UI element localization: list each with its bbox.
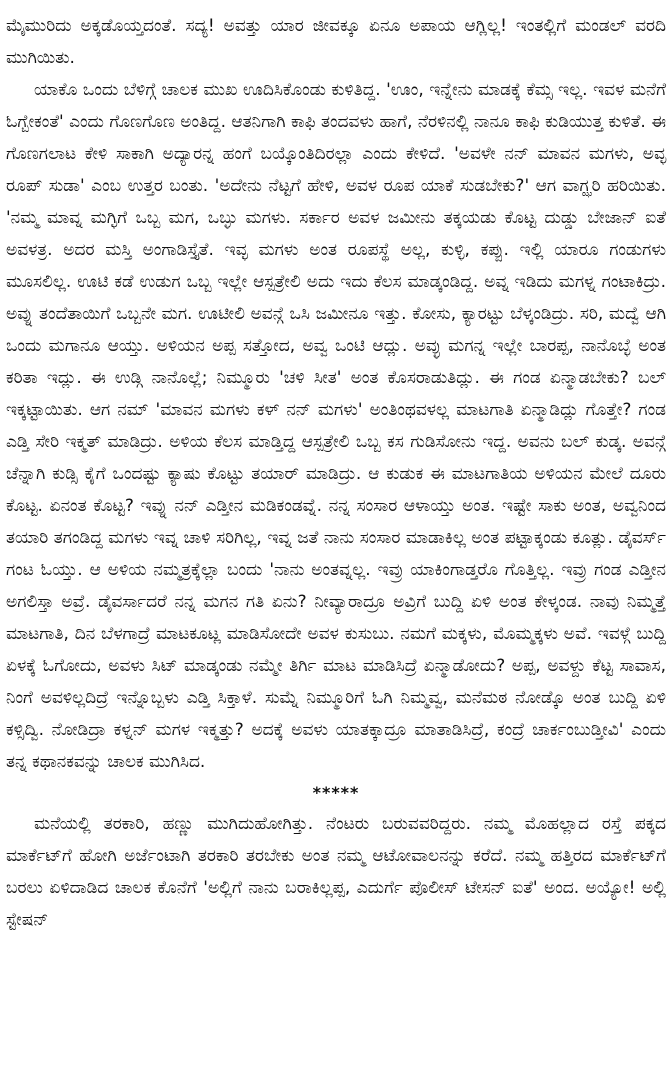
paragraph-driver-story-text: ಯಾಕೊ ಒಂದು ಬೆಳಿಗ್ಗೆ ಚಾಲಕ ಮುಖ ಊದಿಸಿಕೊಂಡು ಕುಳಿತಿದ್ದ. 'ಊಂ, ಇನ್ನೇನು ಮಾಡಕ್ಕೆ ಕೆಮ್ಸ ಇಲ್ಲ. ಇವಳ ಮನೆಗೆ ಓಗ್ಬೇಕಂತೆ' ಎಂದು ಗೊಣಗೊಣ ಅಂತಿದ್ದ. ಆತನಿಗಾಗಿ ಕಾಫಿ ತಂದವಳು ಹಾಗೆ, ನೆರಳಿನಲ್ಲಿ ನಾನೂ ಕಾಫಿ ಕುಡಿಯುತ್ತ ಕುಳಿತೆ. ಈ ಗೊಣಗಲಾಟ ಕೇಳಿ ಸಾಕಾಗಿ ಅದ್ಯಾರನ್ನ ಹಂಗೆ ಬಯ್ಕೊಂತಿದಿರಲ್ಲಾ ಎಂದು ಕೇಳಿದೆ. 'ಅವಳೇ ನನ್ ಮಾವನ ಮಗಳು, ಅವ್ಳ ರೂಪ್ ಸುಡಾ' ಎಂಬ ಉತ್ತರ ಬಂತು. 'ಅದೇನು ನೆಟ್ಟಗೆ ಹೇಳಿ, ಅವಳ ರೂಪ ಯಾಕೆ ಸುಡಬೇಕು?' ಆಗ ವಾಗ್ಝರಿ ಹರಿಯಿತು. 'ನಮ್ಮ ಮಾವ್ನ ಮಗ್ಳಿಗೆ ಒಬ್ಬ ಮಗ, ಒಬ್ಳು ಮಗಳು. ಸರ್ಕಾರ ಅವಳ ಜಮೀನು ತಕ್ಕಯಡು ಕೊಟ್ಟ ದುಡ್ಡು ಬೇಜಾನ್ ಐತೆ ಅವಳತ್ರ. ಅದರ ಮಸ್ತಿ ಅಂಗಾಡಿಸ್ತೈತೆ. ಇವ್ಳ ಮಗಳು ಅಂತ ರೂಪಸ್ಥೆ ಅಲ್ಲ, ಕುಳ್ಳಿ, ಕಪ್ಪು. ಇಲ್ಲಿ ಯಾರೂ ಗಂಡುಗಳು ಮೂಸಲಿಲ್ಲ. ಊಟಿ ಕಡೆ ಉಡುಗ ಒಬ್ಬ ಇಲ್ಲೇ ಆಸ್ಪತ್ರೇಲಿ ಅದು ಇದು ಕೆಲಸ ಮಾಡ್ಕಂಡಿದ್ದ. ಅವ್ನ ಇಡಿದು ಮಗಳ್ನ ಗಂಟಾಕಿದ್ರು. ಅವ್ನು ತಂದೆತಾಯಿಗೆ ಒಬ್ಬನೇ ಮಗ. ಊಟೀಲಿ ಅವನ್ಗೆ ಒಸಿ ಜಮೀನೂ ಇತ್ತು. ಕೋಸು, ಕ್ಯಾರಟ್ಟು ಬೆಳ್ಕಂಡಿದ್ರು. ಸರಿ, ಮದ್ವೆ ಆಗಿ ಒಂದು ಮಗಾನೂ ಆಯ್ತು. ಅಳಿಯನ ಅಪ್ಪ ಸತ್ತೋದ, ಅವ್ವ ಒಂಟಿ ಆದ್ಲು. ಅವ್ಳು ಮಗನ್ನ ಇಲ್ಲೇ ಬಾರಪ್ಪ, ನಾನೊಬ್ಳೆ ಅಂತ ಕರಿತಾ ಇದ್ಲು. ಈ ಉಡ್ಗಿ ನಾನೊಲ್ಲೆ; ನಿಮ್ಮೂರು 'ಚಳಿ ಸೀತ' ಅಂತ ಕೊಸರಾಡುತಿದ್ಲು. ಈ ಗಂಡ ಏನ್ಮಾಡಬೇಕು? ಬಲ್ ಇಕ್ಕಟ್ಟಾಯಿತು. ಆಗ ನಮ್ 'ಮಾವನ ಮಗಳು ಕಳ್ ನನ್ ಮಗಳು' ಅಂತಿಂಥವಳಲ್ಲ ಮಾಟಗಾತಿ ಏನ್ಮಾಡಿದ್ಲು ಗೊತ್ತೇ? ಗಂಡ ಎಡ್ತಿ ಸೇರಿ ಇಕ್ಮತ್ ಮಾಡಿದ್ರು. ಅಳಿಯ ಕೆಲಸ ಮಾಡ್ತಿದ್ದ ಆಸ್ಪತ್ರೇಲಿ ಒಬ್ಬ ಕಸ ಗುಡಿಸೋನು ಇದ್ದ. ಅವನು ಬಲ್ ಕುಡ್ಕ. ಅವನ್ಗೆ ಚೆನ್ನಾಗಿ ಕುಡ್ಸಿ ಕೈಗೆ ಒಂದಷ್ಟು ಕ್ಯಾಷು ಕೊಟ್ಟು ತಯಾರ್ ಮಾಡಿದ್ರು. ಆ ಕುಡುಕ ಈ ಮಾಟಗಾತಿಯ ಅಳಿಯನ ಮೇಲೆ ದೂರು ಕೊಟ್ಟ. ಏನಂತ ಕೊಟ್ಟ? ಇವ್ನು ನನ್ ಎಡ್ತೀನ ಮಡಿಕಂಡವ್ನೆ. ನನ್ನ ಸಂಸಾರ ಆಳಾಯ್ತು ಅಂತ. ಇಷ್ಟೇ ಸಾಕು ಅಂತ, ಅವ್ವನಿಂದ ತಯಾರಿ ತಗಂಡಿದ್ದ ಮಗಳು ಇವ್ನ ಚಾಳಿ ಸರಿಗಿಲ್ಲ, ಇವ್ನ ಜತೆ ನಾನು ಸಂಸಾರ ಮಾಡಾಕಿಲ್ಲ ಅಂತ ಪಟ್ಟಾಕ್ಕಂಡು ಕೂತ್ಲು. ಡೈವರ್ಸ್ ಗಂಟ ಓಯ್ತು. ಆ ಅಳಿಯ ನಮ್ಮತ್ರಕ್ಕೆಲ್ಲಾ ಬಂದು 'ನಾನು ಅಂತವ್ನಲ್ಲ. ಇವ್ರು ಯಾಕಿಂಗಾಡ್ತರೊ ಗೊತ್ತಿಲ್ಲ. ಇವ್ರು ಗಂಡ ಎಡ್ತೀನ ಅಗಲಿಸ್ತಾ ಅವ್ರೆ. ಡೈವರ್ಸಾದರೆ ನನ್ನ ಮಗನ ಗತಿ ಏನು? ನೀವ್ಯಾರಾದ್ರೂ ಅವ್ರಿಗೆ ಬುದ್ದಿ ಏಳಿ ಅಂತ ಕೇಳ್ಕಂಡ. ನಾವು ನಿಮ್ಮತ್ತೆ ಮಾಟಗಾತಿ, ದಿನ ಬೆಳಗಾದ್ರೆ ಮಾಟಕೂಟ್ಲ ಮಾಡಿಸೋದೇ ಅವಳ ಕುಸುಬು. ನಮಗೆ ಮಕ್ಕಳು, ಮೊಮ್ಮಕ್ಕಳು ಅವೆ. ಇವಳ್ಗೆ ಬುದ್ದಿ ಏಳಕ್ಕೆ ಓಗೋದು, ಅವಳು ಸಿಟ್ ಮಾಡ್ಕಂಡು ನಮ್ಮೇ ತಿರ್ಗಿ ಮಾಟ ಮಾಡಿಸಿದ್ರೆ ಏನ್ಮಾಡೋದು? ಅಪ್ಪ, ಅವಳ್ದು ಕೆಟ್ಟ ಸಾವಾಸ, ನಿಂಗೆ ಅವಳಿಲ್ಲದಿದ್ರೆ ಇನ್ನೊಬ್ಬಳು ಎಡ್ತಿ ಸಿಕ್ತಾಳೆ. ಸುಮ್ನೆ ನಿಮ್ಮೂರಿಗೆ ಓಗಿ ನಿಮ್ಮವ್ವ, ಮನೆಮಠ ನೋಡ್ಕೊ ಅಂತ ಬುದ್ದಿ ಏಳಿ ಕಳ್ಸಿದ್ವಿ. ನೋಡಿದ್ರಾ ಕಳ್ನನ್ ಮಗಳ ಇಕ್ಮತ್ತು? ಅದಕ್ಕೆ ಅವಳು ಯಾತಕ್ಕಾದ್ರೂ ಮಾತಾಡಿಸಿದ್ರೆ, ಕಂದ್ರೆ ಚಾರ್ಕಂಬುಡ್ತೀವಿ' ಎಂದು ತನ್ನ ಕಥಾನಕವನ್ನು ಚಾಲಕ ಮುಗಿಸಿದ.: [6, 80, 666, 772]
paragraph-market-text: ಮನೆಯಲ್ಲಿ ತರಕಾರಿ, ಹಣ್ಣು ಮುಗಿದುಹೋಗಿತ್ತು. ನೆಂಟರು ಬರುವವರಿದ್ದರು. ನಮ್ಮ ಮೊಹಲ್ಲಾದ ರಸ್ತೆ ಪಕ್ಕದ ಮಾರ್ಕೆಟ್‌ಗೆ ಹೋಗಿ ಅರ್ಜೆಂಟಾಗಿ ತರಕಾರಿ ತರಬೇಕು ಅಂತ ನಮ್ಮ ಆಟೋವಾಲನನ್ನು ಕರೆದೆ. ನಮ್ಮ ಹತ್ತಿರದ ಮಾರ್ಕೆಟ್‌ಗೆ ಬರಲು ಏಳಿದಾಡಿದ ಚಾಲಕ ಕೊನೆಗೆ 'ಅಲ್ಲಿಗೆ ನಾನು ಬರಾಕಿಲ್ಲಪ್ಪ, ಎದುರ್ಗೆ ಪೊಲೀಸ್ ಟೇಸನ್ ಐತೆ' ಅಂದ. ಅಯ್ಯೋ! ಅಲ್ಲಿ ಸ್ಟೇಷನ್: [6, 814, 666, 930]
paragraph-market: [6, 808, 666, 936]
paragraph-intro: [6, 10, 666, 74]
paragraph-driver-story: [6, 74, 666, 778]
paragraph-intro-text: ಮೈಮುರಿದು ಅಕ್ಕಡೊಯ್ತದಂತೆ. ಸದ್ಯ! ಅವತ್ತು ಯಾರ ಜೀವಕ್ಕೂ ಏನೂ ಅಪಾಯ ಆಗ್ಲಿಲ್ಲ! ಇಂತಲ್ಲಿಗೆ ಮಂಡಲ್ ವರದಿ ಮುಗಿಯಿತು.: [6, 16, 666, 68]
section-separator: *****: [312, 783, 360, 802]
